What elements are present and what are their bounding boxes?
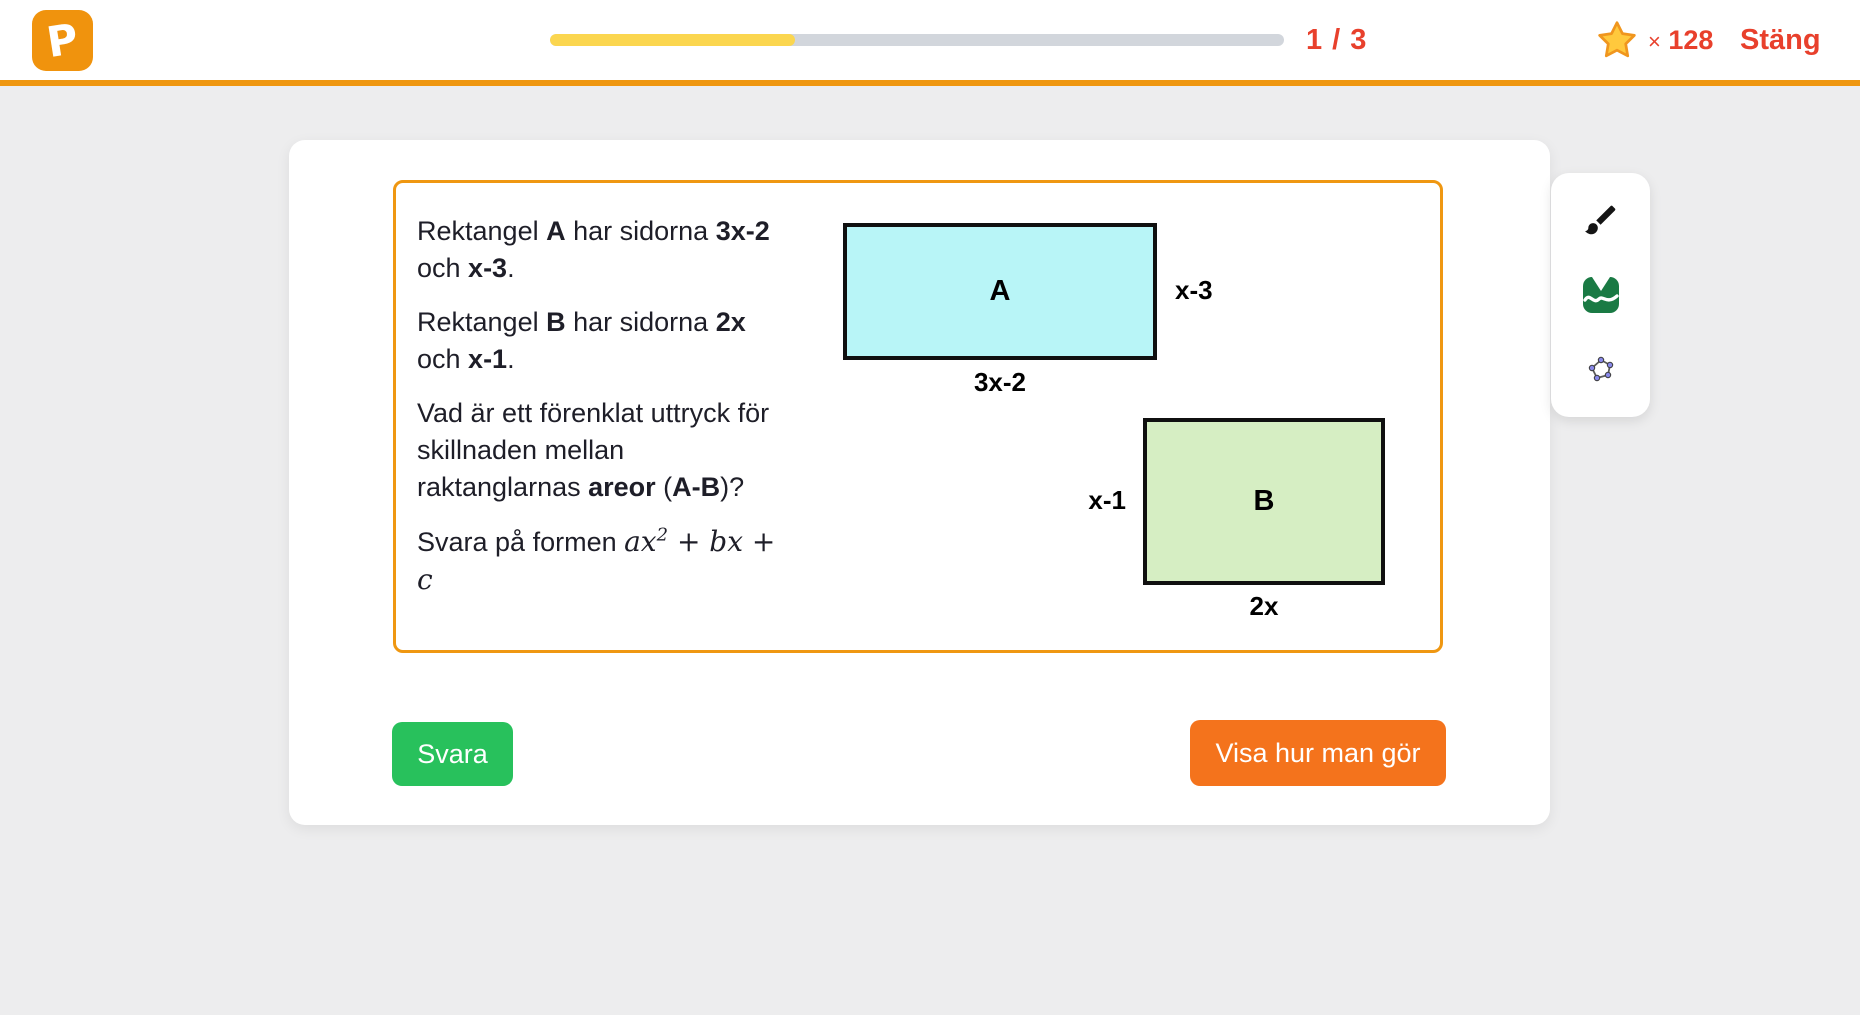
desmos-tool-button[interactable] [1580,274,1622,316]
progress-fill [550,34,795,46]
rectangle-b-label: B [1253,485,1275,517]
show-how-button[interactable]: Visa hur man gör [1190,720,1446,786]
question-paragraph: Rektangel B har sidorna 2x och x-1. [417,307,746,374]
rectangle-a-label: A [989,275,1011,307]
paintbrush-icon [1582,201,1620,239]
star-counter [1596,12,1713,68]
tool-palette [1551,173,1650,417]
rectangle-a-bottom-label: 3x-2 [973,367,1027,397]
formula: $ax^2$ + bx + c [417,524,776,596]
question-paragraph: Vad är ett förenklat uttryck för skillnaden mellan raktanglarnas areor (A-B)? [417,398,770,502]
close-button[interactable]: Stäng [1740,24,1821,56]
app-logo[interactable] [32,10,93,71]
app-logo-letter: P [43,13,82,68]
exercise-card [289,140,1550,825]
question-text [417,213,789,616]
star-count: × 128 [1648,24,1714,55]
desmos-graphing-icon [1583,277,1619,313]
geogebra-icon [1586,355,1616,385]
answer-format-line: Svara på formen $ax^2$ + bx + c [417,524,776,596]
rectangle-b-bottom-label: 2x [1249,591,1279,621]
answer-button[interactable]: Svara [392,722,513,786]
progress-bar [550,34,1284,46]
paintbrush-tool-button[interactable] [1580,199,1622,241]
rectangle-a-side-label: x-3 [1175,275,1213,305]
question-paragraph: Rektangel A har sidorna 3x-2 och x-3. [417,216,770,283]
geogebra-tool-button[interactable] [1580,349,1622,391]
rectangle-b-side-label: x-1 [1088,485,1126,515]
top-bar [0,0,1860,86]
rectangle-a [843,223,1157,360]
step-counter: 1 / 3 [1306,24,1368,56]
star-icon [1596,19,1638,61]
rectangle-b [1143,418,1385,585]
question-box [393,180,1443,653]
